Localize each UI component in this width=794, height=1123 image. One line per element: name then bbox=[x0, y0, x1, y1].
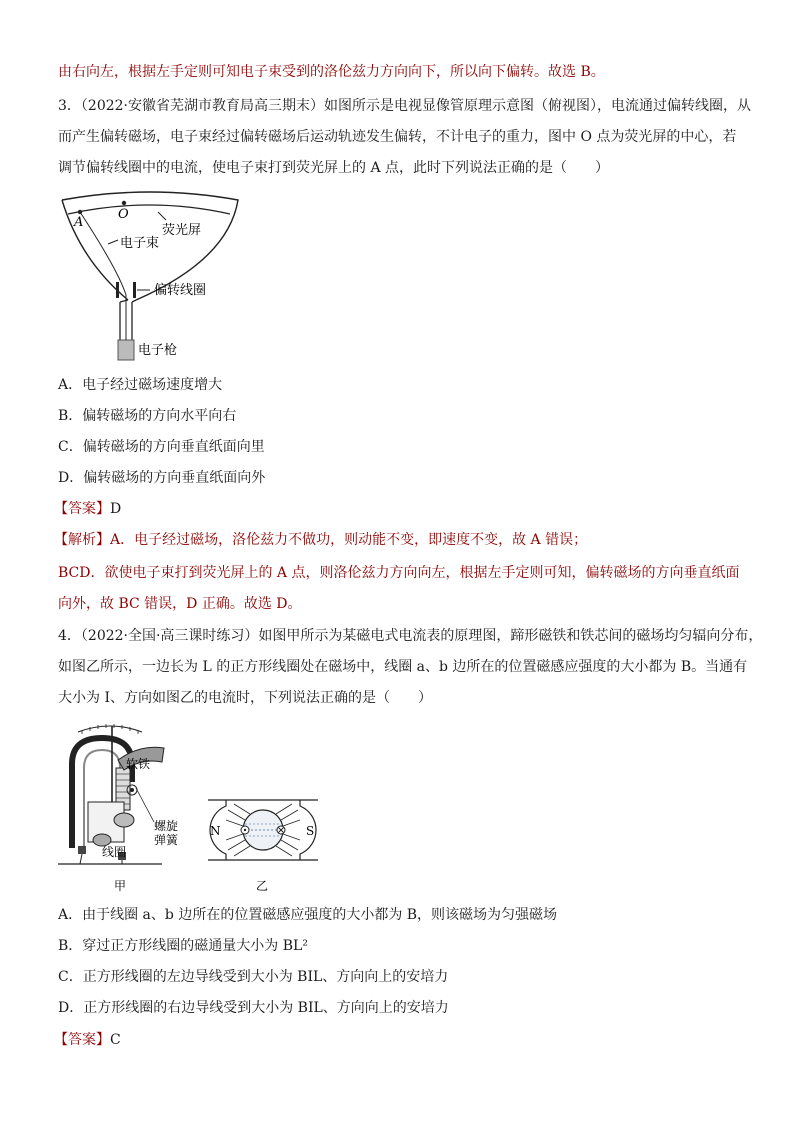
q3-option-d: D．偏转磁场的方向垂直纸面向外 bbox=[58, 470, 266, 486]
label-S: S bbox=[306, 824, 315, 838]
q3-analysis-text-1: A．电子经过磁场，洛伦兹力不做功，则动能不变，即速度不变，故 A 错误； bbox=[110, 532, 588, 548]
q3-analysis-tag: 【解析】 bbox=[54, 532, 110, 548]
label-ruantie: 软铁 bbox=[126, 757, 151, 771]
terminal-left-leg bbox=[80, 854, 82, 864]
beam-leader-line bbox=[108, 240, 118, 244]
label-beam: 电子束 bbox=[120, 236, 160, 251]
spring-center bbox=[130, 788, 134, 792]
q3-option-a: A．电子经过磁场速度增大 bbox=[58, 377, 223, 393]
label-spring-2: 弹簧 bbox=[154, 833, 179, 847]
q4-answer-tag: 【答案】 bbox=[54, 1032, 110, 1048]
label-O: O bbox=[118, 207, 129, 222]
q3-option-b: B．偏转磁场的方向水平向右 bbox=[58, 408, 237, 424]
point-O bbox=[122, 201, 126, 205]
radial-field-svg bbox=[198, 792, 328, 896]
label-coil-jia: 线圈 bbox=[102, 845, 127, 859]
deflection-coil-right bbox=[133, 282, 136, 298]
q3-stem-line-2: 而产生偏转磁场，电子束经过偏转磁场后运动轨迹发生偏转，不计电子的重力，图中 O 点为荧光屏的中心，若 bbox=[58, 129, 737, 145]
label-screen: 荧光屏 bbox=[162, 223, 202, 238]
q3-answer bbox=[54, 499, 121, 519]
radial-field-diagram bbox=[198, 792, 328, 896]
spring-leader-line bbox=[136, 788, 154, 822]
label-coil: 偏转线圈 bbox=[154, 283, 207, 298]
q3-stem-line-3: 调节偏转线圈中的电流，使电子束打到荧光屏上的 A 点，此时下列说法正确的是（ ） bbox=[58, 160, 610, 176]
galvanometer-svg bbox=[58, 718, 188, 896]
intro-line: 由右向左，根据左手定则可知电子束受到的洛伦兹力方向向下，所以向下偏转。故选 B。 bbox=[58, 64, 605, 80]
label-spring-1: 螺旋 bbox=[154, 819, 179, 833]
q4-option-a: A．由于线圈 a、b 边所在的位置磁感应强度的大小都为 B，则该磁场为匀强磁场 bbox=[58, 907, 558, 923]
caption-jia: 甲 bbox=[114, 879, 127, 893]
neck-join-right bbox=[132, 300, 136, 302]
crt-diagram bbox=[58, 190, 248, 365]
q4-option-b: B．穿过正方形线圈的磁通量大小为 BL² bbox=[58, 938, 308, 954]
q3-answer-value: D bbox=[110, 501, 122, 517]
q4-option-d: D．正方形线圈的右边导线受到大小为 BIL、方向向上的安培力 bbox=[58, 1000, 449, 1016]
label-A: A bbox=[74, 215, 84, 230]
coil-body bbox=[114, 813, 134, 827]
q3-option-c: C．偏转磁场的方向垂直纸面向里 bbox=[58, 439, 265, 455]
q3-answer-tag: 【答案】 bbox=[54, 501, 110, 517]
q3-stem-line-1: 3．（2022·安徽省芜湖市教育局高三期末）如图所示是电视显像管原理示意图（俯视图），电流通过偏转线圈，从 bbox=[58, 98, 751, 114]
q4-stem-line-1: 4．（2022·全国·高三课时练习）如图甲所示为某磁电式电流表的原理图，蹄形磁铁和铁芯间的磁场均匀辐向分布， bbox=[58, 628, 763, 644]
terminal-left bbox=[78, 846, 86, 854]
neck-join-left bbox=[120, 300, 128, 302]
q4-option-c: C．正方形线圈的左边导线受到大小为 BIL、方向向上的安培力 bbox=[58, 969, 449, 985]
point-A bbox=[78, 210, 82, 214]
dial-scale bbox=[78, 726, 142, 732]
q4-answer bbox=[54, 1030, 121, 1050]
current-out-dot bbox=[244, 829, 246, 831]
caption-yi: 乙 bbox=[256, 879, 269, 893]
q4-stem-line-2: 如图乙所示，一边长为 L 的正方形线圈处在磁场中，线圈 a、b 边所在的位置磁感应强度的大小都为 B。当通有 bbox=[58, 659, 748, 675]
q3-analysis-line-2: BCD．欲使电子束打到荧光屏上的 A 点，则洛伦兹力方向向左，根据左手定则可知，偏转磁场的方向垂直纸面 bbox=[58, 565, 740, 581]
q3-analysis-line-3: 向外，故 BC 错误，D 正确。故选 D。 bbox=[58, 596, 302, 612]
crt-diagram-svg bbox=[58, 190, 248, 365]
q4-answer-value: C bbox=[110, 1032, 121, 1048]
q3-analysis-line-1 bbox=[54, 530, 587, 550]
fluorescent-screen-arc bbox=[68, 205, 230, 214]
electron-gun bbox=[118, 340, 134, 360]
q4-stem-line-3: 大小为 I、方向如图乙的电流时，下列说法正确的是（ ） bbox=[58, 690, 432, 706]
label-N: N bbox=[210, 824, 221, 838]
label-gun: 电子枪 bbox=[138, 343, 178, 358]
deflection-coil-left bbox=[116, 282, 119, 298]
galvanometer-diagram bbox=[58, 718, 188, 896]
screen-leader-line bbox=[158, 212, 166, 220]
